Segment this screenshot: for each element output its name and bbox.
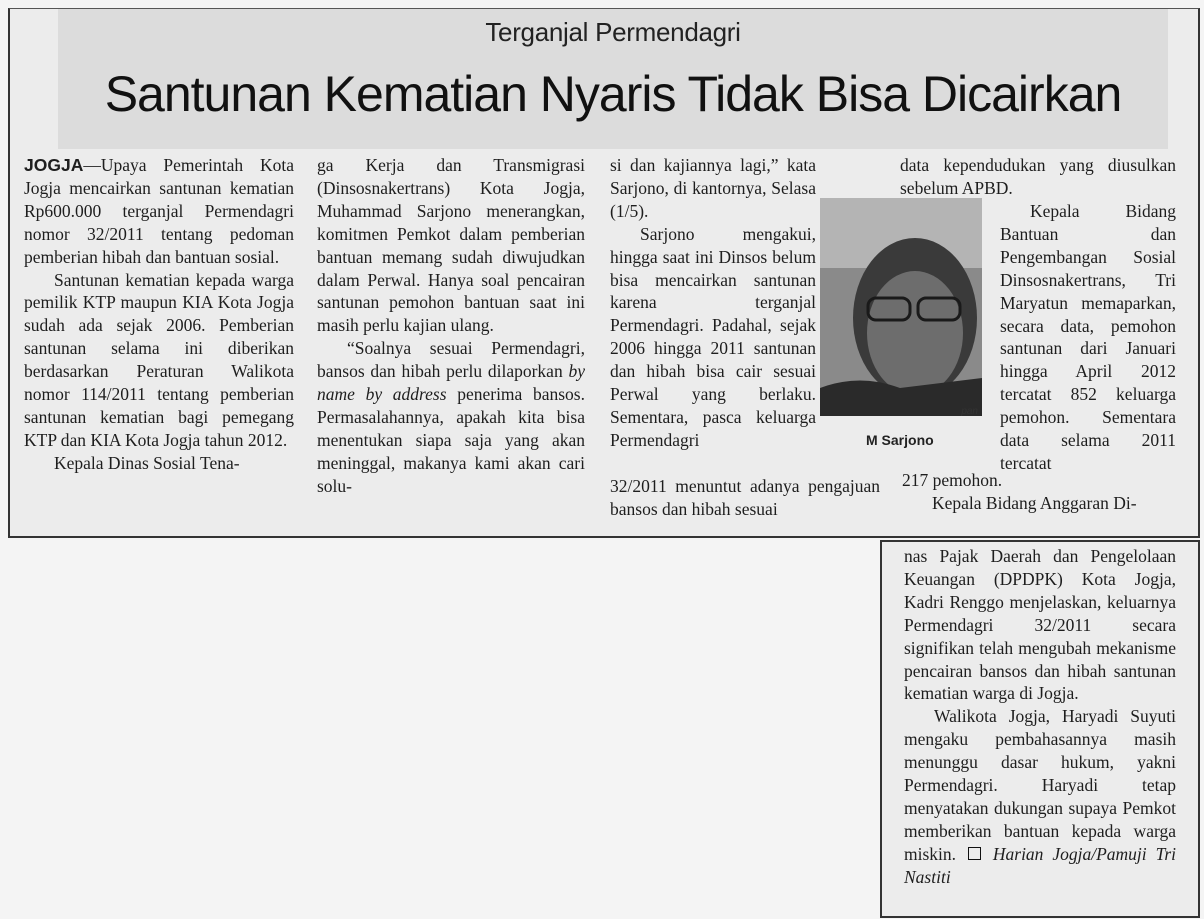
- paragraph: si dan kajiannya lagi,” kata Sarjono, di kantornya, Selasa (1/5).: [610, 155, 816, 221]
- paragraph: —Upaya Pemerintah Kota Jogja mencairkan santunan kematian Rp600.000 terganjal Permendagri nomor 32/2011 tentang pedoman pemberian hibah dan bantuan sosial.: [24, 155, 294, 267]
- portrait-photo: [820, 198, 982, 416]
- paragraph: data kependudukan yang diusulkan sebelum APBD.: [900, 155, 1176, 198]
- paragraph: Kepala Bidang Anggaran Di-: [932, 492, 1137, 513]
- article-column-1: [24, 154, 294, 475]
- paragraph: 217 pemohon.: [902, 470, 1003, 490]
- headline-band: [58, 9, 1168, 149]
- article-column-4-top: [900, 154, 1176, 200]
- article-column-3: [610, 154, 816, 452]
- photo-credit: pan: [961, 406, 978, 416]
- byline: Harian Jogja/Pamuji Tri Nastiti: [904, 843, 1177, 887]
- paragraph: Walikota Jogja, Haryadi Suyuti mengaku pembahasannya masih menunggu dasar hukum, yakni Permendagri. Haryadi tetap menyatakan dukungan supaya Pemkot memberikan bantuan kepada warga miskin. Harian Jogja/Pamuji Tri Nastiti: [904, 706, 1177, 887]
- article-column-4-tail: [902, 469, 1176, 515]
- portrait-image: [820, 198, 982, 416]
- paragraph: nas Pajak Daerah dan Pengelolaan Keuangan (DPDPK) Kota Jogja, Kadri Renggo menjelaskan, keluarnya Permendagri 32/2011 secara signifikan telah mengubah mekanisme pencairan bansos dan hibah santunan kematian warga di Jogja.: [904, 546, 1176, 704]
- paragraph: 32/2011 menuntut adanya pengajuan bansos dan hibah sesuai: [610, 476, 880, 519]
- paragraph: “Soalnya sesuai Permendagri, bansos dan hibah perlu dilaporkan by name by address penerima bansos. Permasalahannya, apakah kita bisa menentukan siapa saja yang akan meninggal, makanya kami akan cari solu-: [317, 338, 585, 496]
- article-column-5: [904, 545, 1176, 889]
- paragraph: Sarjono mengakui, hingga saat ini Dinsos belum bisa mencairkan santunan karena terganjal Permendagri. Padahal, sejak 2006 hingga 2011 santunan dan hibah bisa cair sesuai Perwal yang berlaku. Sementara, pasca keluarga Permendagri: [610, 223, 816, 450]
- article-column-3-tail: [610, 475, 880, 521]
- paragraph: ga Kerja dan Transmigrasi (Dinsosnakertrans) Kota Jogja, Muhammad Sarjono menerangkan, komitmen Pemkot dalam pemberian bantuan memang sudah diwujudkan dalam Perwal. Hanya soal pencairan santunan pemohon bantuan saat ini masih perlu kajian ulang.: [317, 155, 585, 336]
- paragraph: Kepala Dinas Sosial Tena-: [54, 452, 240, 473]
- end-mark-icon: [968, 847, 981, 860]
- dateline: JOGJA: [24, 155, 84, 175]
- article-column-4: [1000, 200, 1176, 475]
- photo-caption: M Sarjono: [866, 432, 934, 448]
- paragraph: Santunan kematian kepada warga pemilik KTP maupun KIA Kota Jogja sudah ada sejak 2006. Pemberian santunan selama ini diberikan berdasarkan Peraturan Walikota nomor 114/2011 tentang pemberian santunan kematian bagi pemegang KTP dan KIA Kota Jogja tahun 2012.: [24, 269, 294, 450]
- article-column-2: [317, 154, 585, 498]
- kicker: Terganjal Permendagri: [485, 17, 741, 47]
- headline: Santunan Kematian Nyaris Tidak Bisa Dicairkan: [104, 66, 1122, 122]
- emphasis: by name by address: [317, 361, 585, 405]
- paragraph: Kepala Bidang Bantuan dan Pengembangan Sosial Dinsosnakertrans, Tri Maryatun memaparkan, secara data, pemohon santunan dari Januari hingga April 2012 tercatat 852 keluarga pemohon. Sementara data selama 2011 tercatat: [1000, 201, 1176, 473]
